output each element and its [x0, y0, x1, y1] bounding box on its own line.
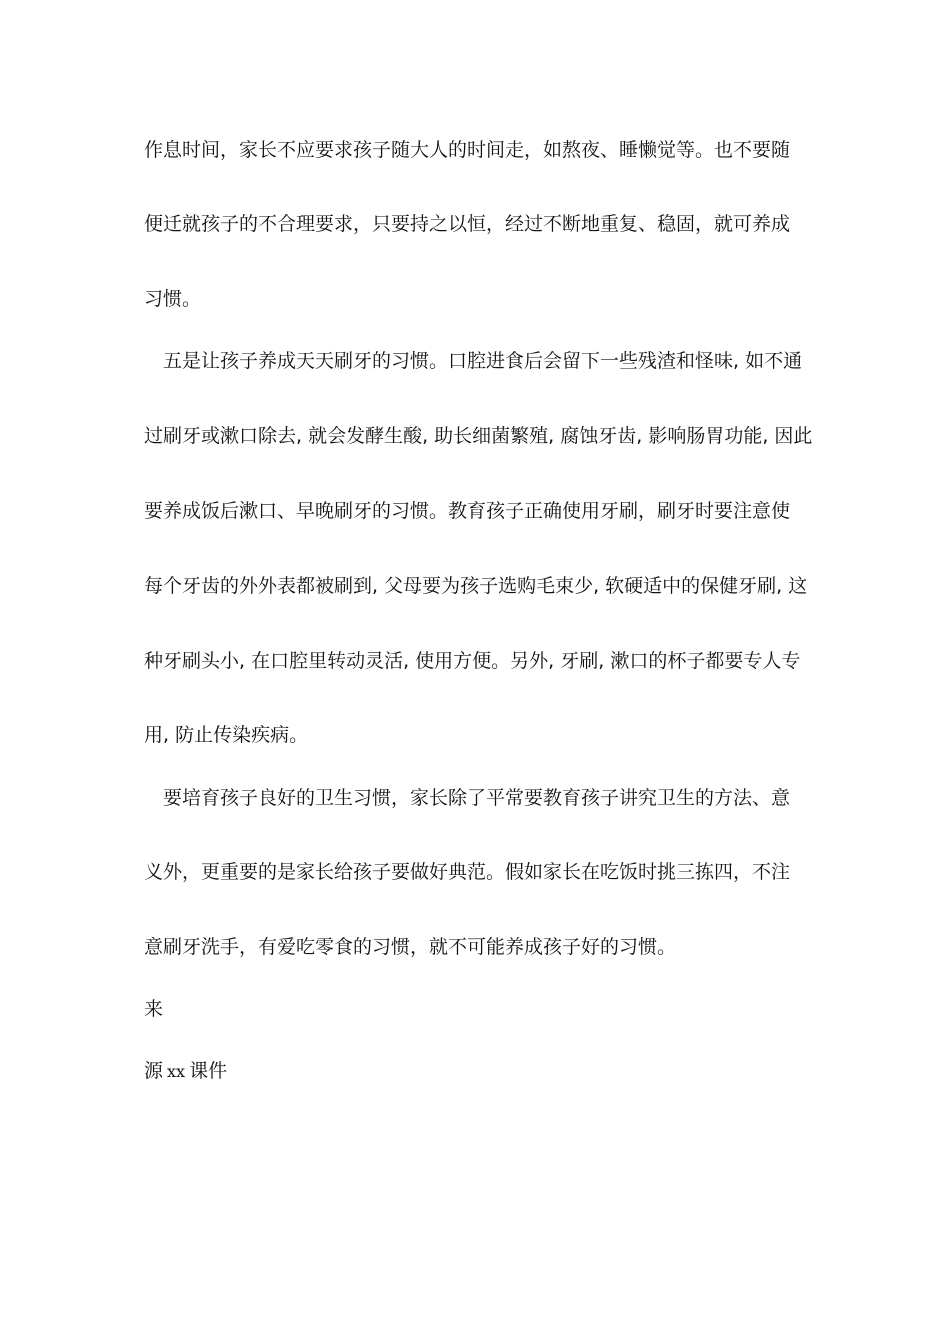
- source-prefix: 源: [144, 1060, 164, 1082]
- paragraph1-line1: 作息时间，家长不应要求孩子随大人的时间走，如熬夜、睡懒觉等。也不要随: [144, 139, 791, 161]
- paragraph3-line1: 要培育孩子良好的卫生习惯，家长除了平常要教育孩子讲究卫生的方法、意: [163, 787, 791, 809]
- paragraph2-line1: 五是让孩子养成天天刷牙的习惯。口腔进食后会留下一些残渣和怪味, 如不通: [163, 350, 803, 372]
- paragraph2-line5: 种牙刷头小, 在口腔里转动灵活, 使用方便。另外, 牙刷, 漱口的杯子都要专人专: [144, 650, 801, 672]
- source-line1: 来: [144, 998, 164, 1020]
- paragraph2-line3: 要养成饭后漱口、早晚刷牙的习惯。教育孩子正确使用牙刷，刷牙时要注意使: [144, 500, 791, 522]
- source-suffix: 课件: [189, 1060, 228, 1082]
- paragraph3-line2: 义外，更重要的是家长给孩子要做好典范。假如家长在吃饭时挑三拣四，不注: [144, 861, 791, 883]
- paragraph2-line2: 过刷牙或漱口除去, 就会发酵生酸, 助长细菌繁殖, 腐蚀牙齿, 影响肠胃功能, 因此: [144, 425, 813, 447]
- source-xx: xx: [167, 1062, 186, 1081]
- paragraph3-line3: 意刷牙洗手，有爱吃零食的习惯，就不可能养成孩子好的习惯。: [144, 936, 677, 958]
- paragraph1-line3: 习惯。: [144, 288, 202, 310]
- source-line2: [144, 1059, 824, 1084]
- paragraph2-line6: 用, 防止传染疾病。: [144, 724, 309, 746]
- paragraph1-line2: 便迁就孩子的不合理要求，只要持之以恒，经过不断地重复、稳固，就可养成: [144, 213, 791, 235]
- paragraph2-line4: 每个牙齿的外外表都被刷到, 父母要为孩子选购毛束少, 软硬适中的保健牙刷, 这: [144, 575, 808, 597]
